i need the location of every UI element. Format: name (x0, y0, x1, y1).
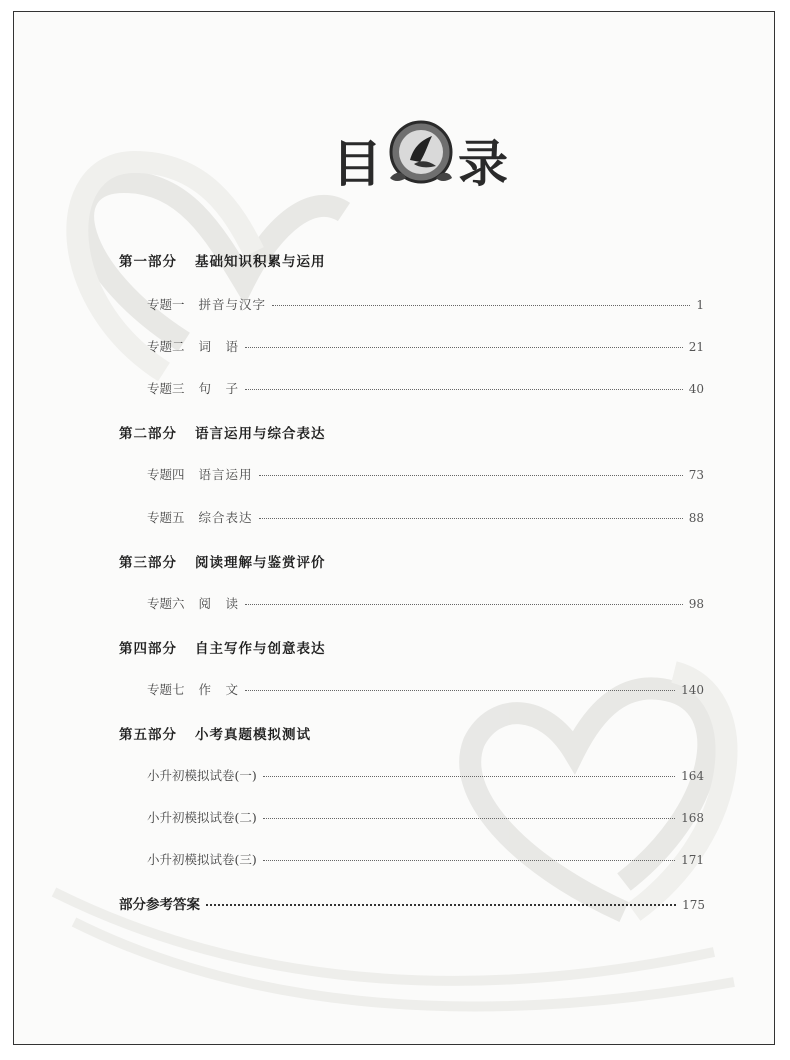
dot-leader (245, 389, 683, 390)
title-char-lu: 录 (458, 135, 508, 193)
table-of-contents (14, 12, 775, 1045)
entry-label: 专题五 (147, 510, 185, 525)
entry-page-number: 88 (688, 511, 704, 525)
part-number: 第一部分 (119, 254, 177, 270)
entry-title: 综合表达 (198, 510, 253, 525)
entry-title: 小升初模拟试卷(一) (147, 768, 257, 783)
entry-label: 专题二 (147, 339, 185, 354)
part-heading-2[interactable] (119, 422, 326, 442)
toc-page (13, 11, 775, 1045)
entry-page-number: 140 (681, 683, 704, 697)
entry-label: 专题一 (147, 297, 185, 312)
dot-leader (245, 604, 683, 605)
part-number: 第三部分 (119, 555, 177, 571)
entry-title: 句 子 (198, 381, 240, 396)
toc-entry[interactable] (147, 850, 704, 868)
toc-entry[interactable] (147, 808, 704, 826)
answers-entry[interactable] (119, 893, 705, 913)
part-number: 第二部分 (119, 426, 177, 442)
entry-page-number: 40 (688, 382, 704, 396)
entry-page-number: 1 (696, 298, 704, 312)
dot-leader (206, 904, 676, 906)
entry-page-number: 98 (688, 597, 704, 611)
part-heading-5[interactable] (119, 723, 311, 743)
toc-entry[interactable] (147, 680, 704, 698)
part-title: 语言运用与综合表达 (195, 426, 326, 442)
entry-label: 专题七 (147, 682, 185, 697)
entry-title: 小升初模拟试卷(二) (147, 810, 257, 825)
entry-page-number: 164 (681, 769, 704, 783)
part-heading-1[interactable] (119, 250, 326, 270)
entry-title: 小升初模拟试卷(三) (147, 852, 257, 867)
part-heading-3[interactable] (119, 551, 326, 571)
entry-label: 专题四 (147, 467, 185, 482)
entry-title: 阅 读 (198, 596, 240, 611)
entry-page-number: 21 (688, 340, 704, 354)
entry-page-number: 168 (681, 811, 704, 825)
entry-label: 专题六 (147, 596, 185, 611)
toc-entry[interactable] (147, 295, 704, 313)
part-number: 第四部分 (119, 641, 177, 657)
entry-title: 作 文 (198, 682, 240, 697)
dot-leader (272, 305, 690, 306)
dot-leader (245, 347, 683, 348)
answers-page-number: 175 (682, 898, 705, 912)
entry-page-number: 73 (688, 468, 704, 482)
part-title: 基础知识积累与运用 (195, 254, 326, 270)
toc-entry[interactable] (147, 766, 704, 784)
entry-label: 专题三 (147, 381, 185, 396)
toc-entry[interactable] (147, 379, 704, 397)
part-title: 阅读理解与鉴赏评价 (195, 555, 326, 571)
dot-leader (263, 818, 675, 819)
entry-page-number: 171 (681, 853, 704, 867)
dot-leader (259, 475, 683, 476)
toc-entry[interactable] (147, 508, 704, 526)
toc-entry[interactable] (147, 594, 704, 612)
dot-leader (259, 518, 683, 519)
dot-leader (245, 690, 675, 691)
toc-entry[interactable] (147, 465, 704, 483)
entry-title: 词 语 (198, 339, 240, 354)
answers-title: 部分参考答案 (119, 897, 200, 913)
entry-title: 拼音与汉字 (198, 297, 267, 312)
entry-title: 语言运用 (198, 467, 253, 482)
part-number: 第五部分 (119, 727, 177, 743)
part-heading-4[interactable] (119, 637, 326, 657)
dot-leader (263, 860, 675, 861)
dot-leader (263, 776, 675, 777)
part-title: 小考真题模拟测试 (195, 727, 311, 743)
part-title: 自主写作与创意表达 (195, 641, 326, 657)
toc-entry[interactable] (147, 337, 704, 355)
title-char-mu: 目 (332, 135, 382, 193)
